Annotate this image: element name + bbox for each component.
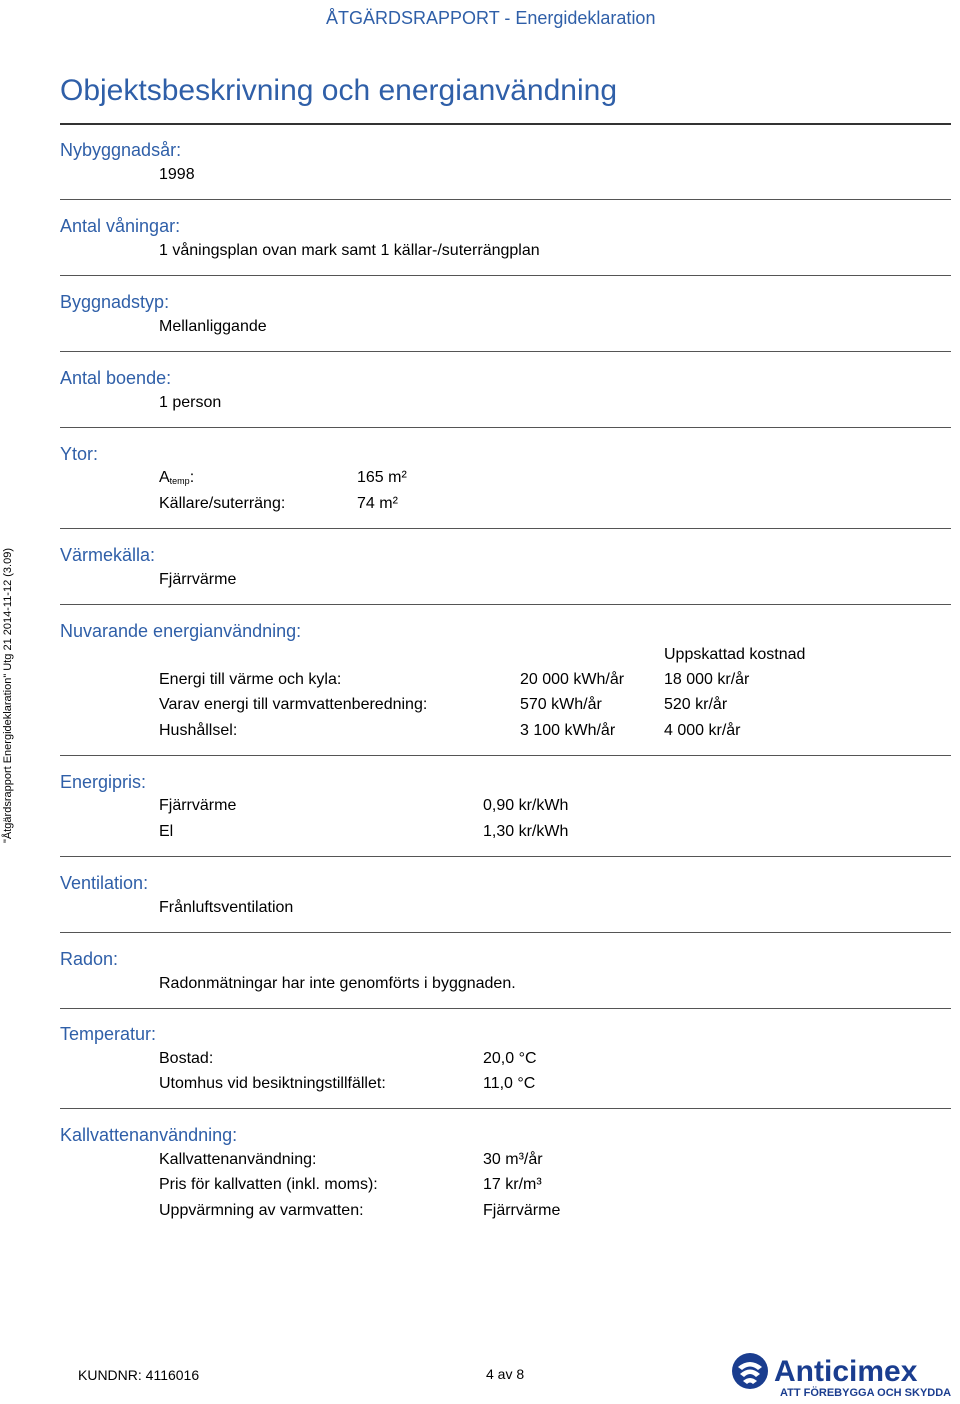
value-antal-boende: 1 person — [159, 394, 222, 411]
energy-row-value: 570 kWh/år — [520, 696, 602, 713]
energy-row-cost: 520 kr/år — [664, 696, 728, 713]
section-divider — [60, 755, 951, 756]
section-divider — [60, 932, 951, 933]
section-divider — [60, 275, 951, 276]
temp-row-value: 20,0 °C — [483, 1050, 537, 1067]
page-number: 4 av 8 — [486, 1366, 525, 1382]
water-row-label: Uppvärmning av varmvatten: — [159, 1202, 364, 1219]
value-antal-vaningar: 1 våningsplan ovan mark samt 1 källar-/suterrängplan — [159, 242, 540, 259]
water-row-label: Pris för kallvatten (inkl. moms): — [159, 1176, 378, 1193]
section-label-nybyggnadsar: Nybyggnadsår: — [60, 140, 182, 160]
energy-row-label: Energi till värme och kyla: — [159, 671, 342, 688]
energy-row-cost: 4 000 kr/år — [664, 722, 741, 739]
section-label-antal-vaningar: Antal våningar: — [60, 216, 181, 236]
price-row-value: 1,30 kr/kWh — [483, 823, 569, 840]
water-row-value: 17 kr/m³ — [483, 1176, 542, 1193]
value-nybyggnadsar: 1998 — [159, 166, 195, 183]
section-label-energipris: Energipris: — [60, 772, 147, 792]
section-divider — [60, 1108, 951, 1109]
price-row-label: El — [159, 823, 174, 840]
atemp-value: 165 m² — [357, 469, 407, 486]
kallare-value: 74 m² — [357, 495, 398, 512]
section-label-kallvatten: Kallvattenanvändning: — [60, 1125, 238, 1145]
water-row-value: Fjärrvärme — [483, 1202, 561, 1219]
temp-row-label: Utomhus vid besiktningstillfället: — [159, 1075, 386, 1092]
energy-row-label: Hushållsel: — [159, 722, 238, 739]
value-radon: Radonmätningar har inte genomförts i byggnaden. — [159, 975, 516, 992]
cost-column-header: Uppskattad kostnad — [664, 646, 806, 663]
price-row-value: 0,90 kr/kWh — [483, 797, 569, 814]
temp-row-value: 11,0 °C — [483, 1075, 536, 1092]
section-label-ytor: Ytor: — [60, 444, 99, 464]
energy-row-value: 3 100 kWh/år — [520, 722, 616, 739]
section-label-nuvarande: Nuvarande energianvändning: — [60, 621, 302, 641]
value-ventilation: Frånluftsventilation — [159, 899, 294, 916]
water-row-value: 30 m³/år — [483, 1151, 543, 1168]
section-label-antal-boende: Antal boende: — [60, 368, 172, 388]
energy-row-value: 20 000 kWh/år — [520, 671, 625, 688]
section-divider — [60, 199, 951, 200]
temp-row-label: Bostad: — [159, 1050, 214, 1067]
energy-row-cost: 18 000 kr/år — [664, 671, 750, 688]
logo-tagline: ATT FÖREBYGGA OCH SKYDDA — [780, 1387, 952, 1399]
price-row-label: Fjärrvärme — [159, 797, 237, 814]
value-byggnadstyp: Mellanliggande — [159, 318, 267, 335]
section-divider — [60, 604, 951, 605]
value-varmekalla: Fjärrvärme — [159, 571, 237, 588]
section-divider — [60, 528, 951, 529]
customer-number: KUNDNR: 4116016 — [78, 1367, 200, 1383]
water-row-label: Kallvattenanvändning: — [159, 1151, 317, 1168]
section-label-varmekalla: Värmekälla: — [60, 545, 156, 565]
section-divider — [60, 1008, 951, 1009]
section-label-ventilation: Ventilation: — [60, 873, 149, 893]
anticimex-logo — [730, 1351, 958, 1399]
section-divider — [60, 427, 951, 428]
kallare-label: Källare/suterräng: — [159, 495, 286, 512]
logo-wordmark: Anticimex — [774, 1355, 918, 1388]
section-divider — [60, 351, 951, 352]
title-divider — [60, 123, 951, 125]
energy-row-label: Varav energi till varmvattenberedning: — [159, 696, 428, 713]
anticimex-logo-icon — [730, 1351, 958, 1399]
page-title: Objektsbeskrivning och energianvändning — [60, 74, 618, 107]
section-divider — [60, 856, 951, 857]
section-label-radon: Radon: — [60, 949, 119, 969]
section-label-temperatur: Temperatur: — [60, 1024, 157, 1044]
section-label-byggnadstyp: Byggnadstyp: — [60, 292, 170, 312]
atemp-label: $A_{temp}$: — [159, 469, 195, 486]
report-header-title: ÅTGÄRDSRAPPORT - Energideklaration — [326, 8, 656, 28]
side-note: "Åtgärdsrapport Energideklaration" Utg 21 2014-11-12 (3.09) — [2, 547, 14, 843]
